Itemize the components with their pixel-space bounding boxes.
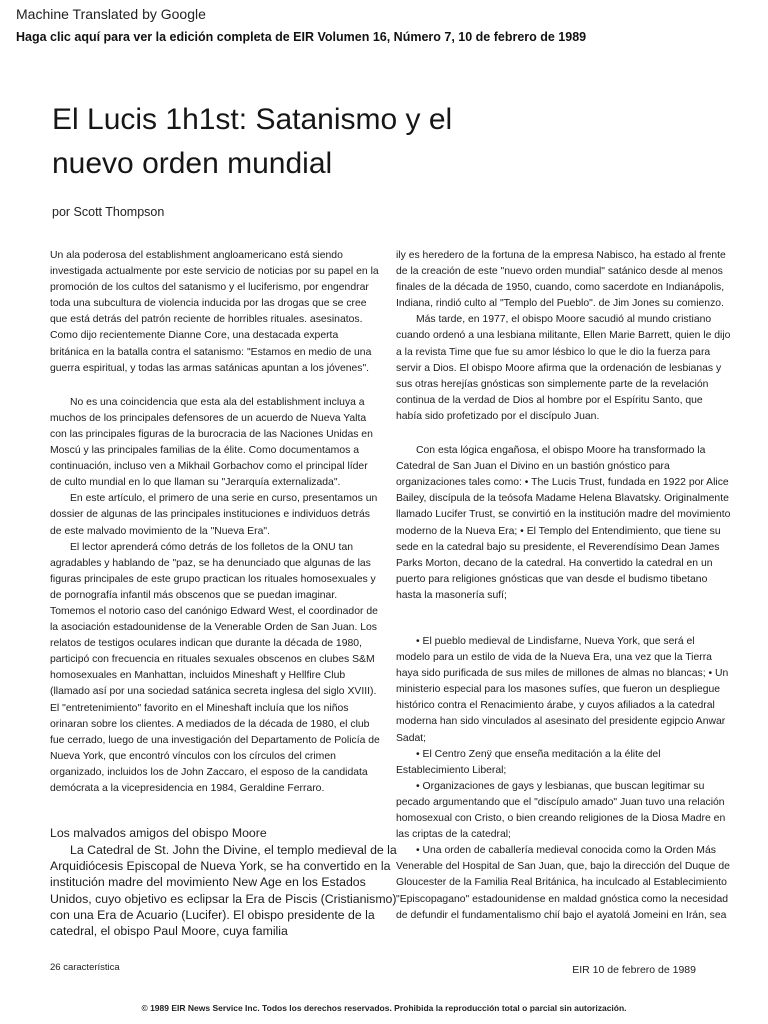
paragraph: ily es heredero de la fortuna de la empresa Nabisco, ha estado al frente de la creación de este "nuevo orden mundial" satánico desde al menos finales de la década de 1950, cuando, como sacerdote en Indianápolis, Indiana, rindió culto al "Templo del Pueblo". de Jim Jones su comienzo. (396, 250, 726, 310)
paragraph: Con esta lógica engañosa, el obispo Moore ha transformado la Catedral de San Juan el Divino en un bastión gnóstico para organizaciones tales como: • The Lucis Trust, fundada en 1922 por Alice Bailey, discípula de la teósofa Madame Helena Blavatsky. Originalmente llamado Lucifer Trust, se convirtió en la institución madre del movimiento moderno de la Nueva Era; • El Templo del Entendimiento, que tiene su sede en la catedral bajo su presidente, el Reverendísimo Dean James Parks Morton, decano de la catedral. Ha convertido la catedral en un puerto para religiones gnósticas que van desde el budismo tibetano hasta la masonería sufí; (396, 445, 731, 601)
right-column-top (396, 248, 731, 604)
byline: por Scott Thompson (52, 205, 165, 219)
article-title: El Lucis 1h1st: Satanismo y el nuevo orden mundial (52, 103, 453, 180)
list-item: • Organizaciones de gays y lesbianas, que buscan legitimar su pecado argumentando que el "discípulo amado" Juan tuvo una relación homosexual con Cristo, o bien creando religiones de la Diosa Madre en las criptas de la catedral; (396, 780, 726, 841)
paragraph: No es una coincidencia que esta ala del establishment incluya a muchos de los principales defensores de un acuerdo de Nueva Yalta con las principales figuras de la burocracia de las Naciones Unidas en Moscú y las principales familias de la élite. Como documentamos a continuación, incluso ven a Mikhail Gorbachov como el principal líder de culto mundial en lo que llaman su "Jerarquía externalizada". (50, 396, 373, 489)
page-label-right: EIR 10 de febrero de 1989 (572, 964, 696, 976)
paragraph: En este artículo, el primero de una serie en curso, presentamos un dossier de algunas de las principales instituciones e individuos detrás de este malvado movimiento de la "Nueva Era". (50, 493, 378, 537)
left-column (50, 248, 380, 797)
section-subhead: Los malvados amigos del obispo Moore (50, 826, 267, 840)
paragraph: La Catedral de St. John the Divine, el templo medieval de la Arquidiócesis Episcopal de Nueva York, se ha convertido en la institución madre del movimiento New Age en los Estados Unidos, cuyo objetivo es eclipsar la Era de Piscis (Cristianismo) con una Era de Acuario (Lucifer). El obispo presidente de la catedral, el obispo Paul Moore, cuya familia (50, 843, 397, 939)
full-edition-link[interactable]: Haga clic aquí para ver la edición completa de EIR Volumen 16, Número 7, 10 de febrero de 1989 (16, 30, 587, 44)
list-item: • Una orden de caballería medieval conocida como la Orden Más Venerable del Hospital de San Juan, que, bajo la dirección del Duque de Gloucester de la Familia Real Británica, ha inculcado al Establecimiento "Episcopagano" estadounidense en maldad gnóstica como la necesidad de defundir el fundamentalismo chií bajo el ayatolá Jomeini en Irán, sea (396, 845, 730, 921)
paragraph: Un ala poderosa del establishment angloamericano está siendo investigada actualmente por este servicio de noticias por su papel en la promoción de los cultos del satanismo y el luciferismo, por engendrar toda una subcultura de violencia inducida por las drogas que se cree que está detrás del patrón reciente de horribles rituales. asesinatos. Como dijo recientemente Dianne Core, una destacada experta británica en la batalla contra el satanismo: "Estamos en medio de una guerra espiritual, y todas las armas satánicas apuntan a los jóvenes". (50, 250, 379, 374)
list-item: • El Centro Zenÿ que enseña meditación a la élite del Establecimiento Liberal; (396, 748, 661, 776)
list-item: • El pueblo medieval de Lindisfarne, Nueva York, que será el modelo para un estilo de vida de la Nueva Era, una vez que la Tierra haya sido purificada de sus miles de millones de almas no blancas; • Un ministerio especial para los masones sufíes, que fueron un despliegue histórico contra el Renacimiento árabe, y cuyos afiliados a la catedral moderna han sido vinculados al asesinato del presidente egipcio Anwar Sadat; (396, 636, 729, 744)
page-label-left: 26 característica (50, 962, 120, 973)
right-column-bottom (396, 634, 731, 924)
copyright-notice: © 1989 EIR News Service Inc. Todos los derechos reservados. Prohibida la reproducción total o parcial sin autorización. (141, 1003, 627, 1013)
paragraph: El lector aprenderá cómo detrás de los folletos de la ONU tan agradables y hablando de "paz, se ha denunciado que algunas de las figuras principales de este grupo practican los rituales homosexuales y de pornografía infantil más obscenos que se puedan imaginar. Tomemos el notorio caso del canónigo Edward West, el coordinador de la asociación estadounidense de la Venerable Orden de San Juan. Los relatos de testigos oculares indican que durante la década de 1980, participó con frecuencia en rituales sexuales obscenos en clubes S&M homosexuales en Manhattan, incluidos Mineshaft y Hellfire Club (llamado así por una sociedad satánica secreta inglesa del siglo XVIII). El "entretenimiento" favorito en el Mineshaft incluía que los niños orinaran sobre los clientes. A mediados de la década de 1980, el club fue cerrado, luego de una investigación del Departamento de Policía de Nueva York, que encontró vínculos con los círculos del crimen organizado, incluidos los de John Zaccaro, el esposo de la candidata demócrata a la vicepresidencia en 1984, Geraldine Ferraro. (50, 541, 380, 794)
paragraph: Más tarde, en 1977, el obispo Moore sacudió al mundo cristiano cuando ordenó a una lesbiana militante, Ellen Marie Barrett, quien le dijo a la revista Time que fue su amor lésbico lo que le dio la fuerza para servir a Dios. El obispo Moore afirma que la ordenación de lesbianas y sus otras herejías gnósticas son simplemente parte de la revelación continua de la verdad de Dios al hombre por el Espíritu Santo, que había sido profetizado por el discípulo Juan. (396, 314, 731, 422)
machine-translated-note: Machine Translated by Google (16, 6, 206, 22)
bottom-left-column (50, 842, 410, 939)
